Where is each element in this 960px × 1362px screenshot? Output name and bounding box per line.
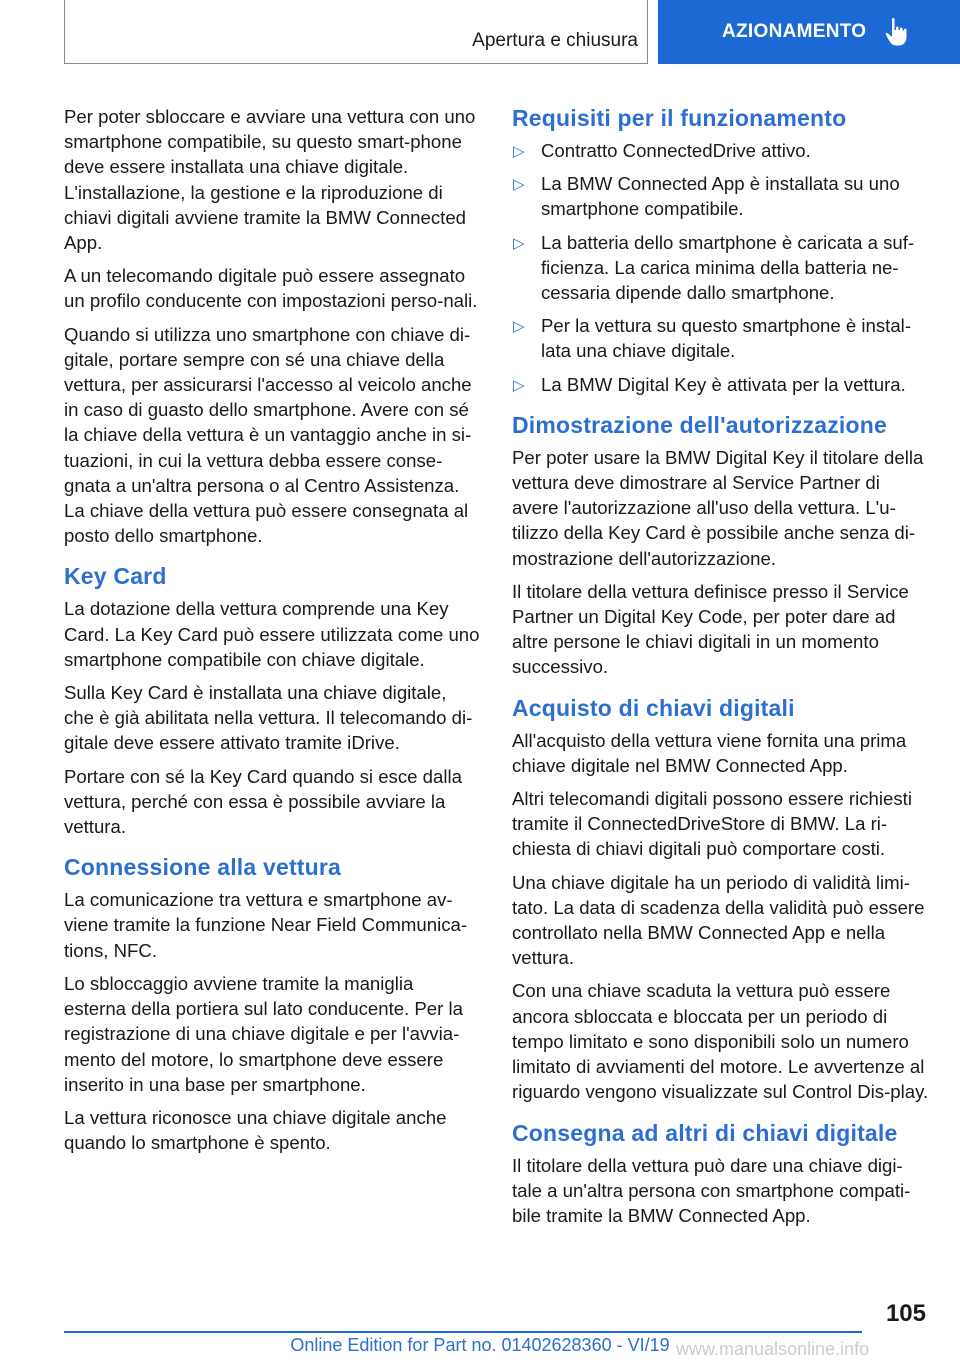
list-item [512,171,930,221]
heading-connessione: Connessione alla vettura [64,854,342,881]
triangle-bullet-icon: ▷ [513,234,525,252]
list-item-text: Contratto ConnectedDrive attivo. [541,140,811,161]
paragraph: La dotazione della vettura comprende una Key Card. La Key Card può essere utilizzata come uno smartphone compatibile con chiave digitale. [64,598,480,670]
requirements-list [512,138,930,397]
footer-divider [64,1331,862,1333]
triangle-bullet-icon: ▷ [513,376,525,394]
list-item-text: La BMW Connected App è installata su uno smartphone compatibile. [541,173,900,220]
paragraph: La vettura riconosce una chiave digitale anche quando lo smartphone è spento. [64,1106,447,1154]
pointing-hand-icon [884,17,910,47]
list-item-text: La BMW Digital Key è attivata per la vettura. [541,373,906,395]
paragraph: Portare con sé la Key Card quando si esce dalla vettura, perché con essa è possibile avviare la vettura. [64,765,462,838]
heading-acquisto: Acquisto di chiavi digitali [512,694,795,721]
header-section-title: Apertura e chiusura [472,30,638,51]
left-column [64,104,480,1163]
list-item [512,230,930,306]
paragraph: A un telecomando digitale può essere assegnato un profilo conducente con impostazioni perso-nali. [64,265,478,312]
paragraph: Con una chiave scaduta la vettura può essere ancora sbloccata e bloccata per un periodo di tempo limitato e sono disponibili solo un numero limitato di avviamenti del motore. Le avvertenze al riguardo vengono visualizzate sul Control Dis-play. [512,980,929,1103]
paragraph: Sulla Key Card è installata una chiave digitale, che è già abilitata nella vettura. Il telecomando di-gitale deve essere attivato tramite iDrive. [64,682,473,754]
paragraph: Una chiave digitale ha un periodo di validità limi-tato. La data di scadenza della validità può essere controllato nella BMW Connected App e nella vettura. [512,871,925,969]
heading-consegna: Consegna ad altri di chiavi digitale [512,1119,898,1146]
triangle-bullet-icon: ▷ [513,143,525,160]
footer-edition: Online Edition for Part no. 01402628360 - VI/19 [290,1335,670,1355]
list-item-text: Per la vettura su questo smartphone è instal-lata una chiave digitale. [541,315,912,362]
paragraph: All'acquisto della vettura viene fornita una prima chiave digitale nel BMW Connected App. [512,729,907,776]
right-column [512,104,930,1236]
page-number: 105 [885,1300,926,1327]
list-item [512,313,930,363]
list-item [512,372,930,397]
paragraph: Per poter usare la BMW Digital Key il titolare della vettura deve dimostrare al Service Partner di avere l'autorizzazione all'uso della vettura. L'u-tilizzo della Key Card è possibile anche senza di-mostrazione dell'autorizzazione. [512,446,924,569]
paragraph: La comunicazione tra vettura e smartphone av-viene tramite la funzione Near Field Communica-tions, NFC. [64,889,468,961]
paragraph: Altri telecomandi digitali possono essere richiesti tramite il ConnectedDriveStore di BMW. La ri-chiesta di chiavi digitali può comportare costi. [512,788,912,860]
chapter-tab-label: AZIONAMENTO [722,21,867,42]
heading-requisiti: Requisiti per il funzionamento [512,105,847,131]
paragraph: Lo sbloccaggio avviene tramite la maniglia esterna della portiera sul lato conducente. Per la registrazione di una chiave digitale e per l'avvia-mento del motore, lo smartphone deve essere inserito in una base per smartphone. [64,972,463,1095]
paragraph: Quando si utilizza uno smartphone con chiave di-gitale, portare sempre con sé una chiave della vettura, per assicurarsi l'accesso al veicolo anche in caso di guasto dello smartphone. Avere con sé la chiave della vettura è un vantaggio anche in si-tuazioni, in cui la vettura debba essere conse-gnata a un'altra persona o al Centro Assistenza. La chiave della vettura può essere consegnata al posto dello smartphone. [64,323,472,547]
heading-key-card: Key Card [64,563,167,590]
watermark: www.manualsonline.info [676,1339,870,1359]
triangle-bullet-icon: ▷ [513,176,525,194]
paragraph: Il titolare della vettura definisce presso il Service Partner un Digital Key Code, per poter dare ad altre persone le chiavi digitali in un momento successivo. [512,580,909,678]
triangle-bullet-icon: ▷ [513,318,525,336]
list-item [512,138,930,163]
paragraph: Per poter sbloccare e avviare una vettura con uno smartphone compatibile, su questo smart-phone deve essere installata una chiave digitale. L'installazione, la gestione e la riproduzione di chiavi digitali avviene tramite la BMW Connected App. [64,106,476,254]
paragraph: Il titolare della vettura può dare una chiave digi-tale a un'altra persona con smartphone compati-bile tramite la BMW Connected App. [512,1154,911,1226]
heading-dimostrazione: Dimostrazione dell'autorizzazione [512,411,888,438]
list-item-text: La batteria dello smartphone è caricata a suf-ficienza. La carica minima della batteria ne-cessaria dipende dallo smartphone. [541,231,915,304]
chapter-tab [658,0,960,64]
